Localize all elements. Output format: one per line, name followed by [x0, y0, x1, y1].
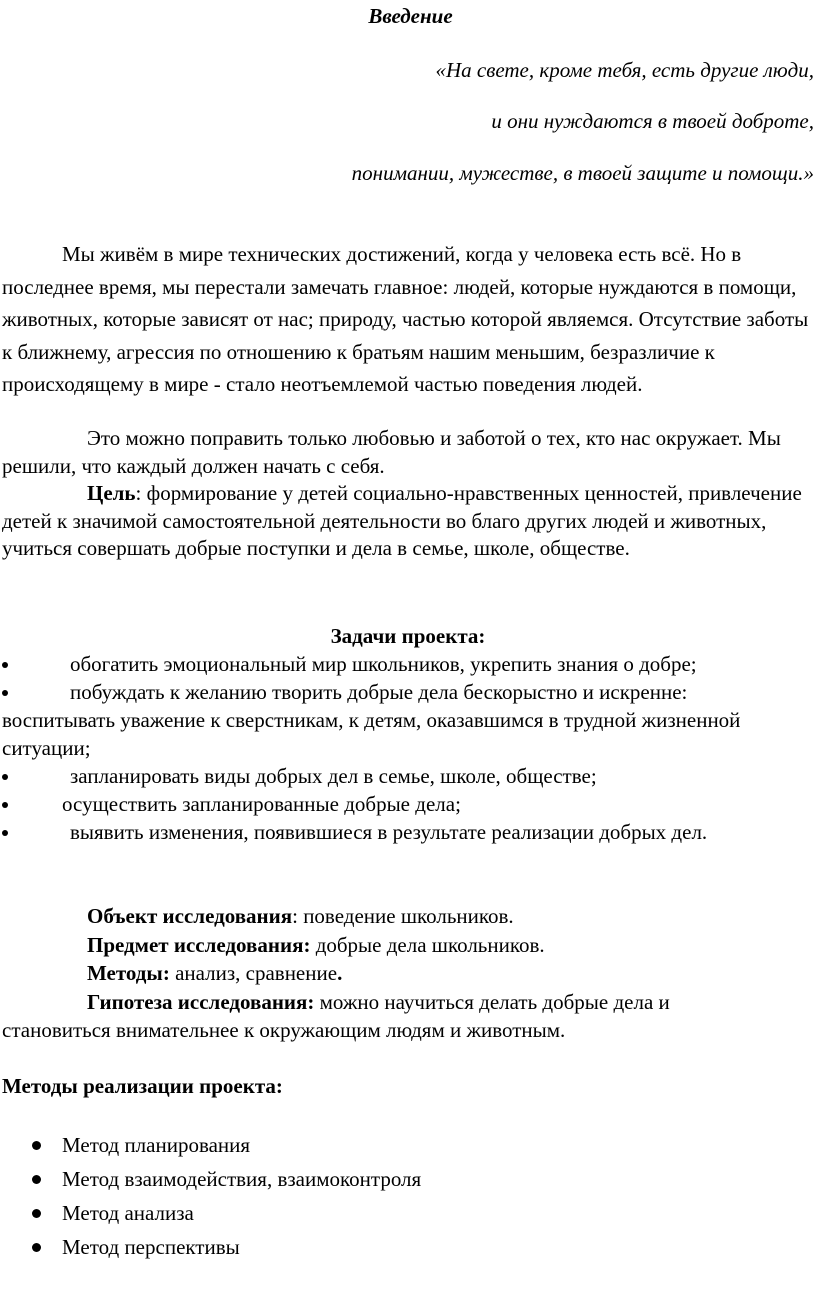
bullet-icon [2, 830, 8, 836]
tasks-heading-text: Задачи проекта: [330, 624, 486, 648]
hypothesis-label: Гипотеза исследования: [87, 989, 315, 1014]
hypothesis-line [2, 988, 814, 1017]
methods-dot: . [337, 961, 343, 985]
method-text: Метод взаимодействия, взаимоконтроля [62, 1167, 422, 1191]
bullet-icon [32, 1243, 41, 1252]
bullet-icon [2, 690, 8, 696]
epigraph-line-2: и они нуждаются в твоей доброте, [491, 109, 814, 133]
methods-heading: Методы реализации проекта: [2, 1074, 283, 1098]
list-item [2, 650, 814, 678]
epigraph-line-1: «На свете, кроме тебя, есть другие люди, [435, 58, 814, 82]
title-text: Введение [368, 4, 453, 28]
object-line [2, 902, 814, 931]
bullet-icon [2, 774, 8, 780]
subject-line [2, 931, 814, 960]
subject-label: Предмет исследования: [87, 932, 311, 957]
methods-text: анализ, сравнение [169, 961, 338, 985]
bullet-icon [2, 802, 8, 808]
task-text: выявить изменения, появившиеся в результате реализации добрых дел. [70, 820, 708, 844]
methods-list [28, 1128, 421, 1264]
list-item [28, 1196, 421, 1230]
tasks-heading [0, 622, 816, 650]
tasks-list [2, 650, 814, 846]
document-title [0, 2, 816, 30]
list-item [28, 1128, 421, 1162]
task-text: осуществить запланированные добрые дела; [62, 792, 461, 816]
object-label: Объект исследования [87, 904, 293, 928]
list-item [2, 790, 814, 818]
hypothesis-continuation: становиться внимательнее к окружающим людям и животным. [2, 1018, 566, 1042]
method-text: Метод анализа [62, 1201, 194, 1225]
list-item [2, 762, 814, 790]
goal-paragraph [2, 480, 812, 563]
methods-line [2, 959, 814, 988]
methods-label: Методы: [87, 961, 170, 985]
bullet-icon [32, 1175, 41, 1184]
task-text: обогатить эмоциональный мир школьников, укрепить знания о добре; [70, 652, 697, 676]
bullet-icon [32, 1141, 41, 1150]
bullet-icon [2, 662, 8, 668]
intro-paragraph [2, 238, 812, 401]
task-text: побуждать к желанию творить добрые дела бескорыстно и искренне: [70, 680, 688, 704]
list-item [28, 1230, 421, 1264]
list-item [28, 1162, 421, 1196]
task-text-continuation: воспитывать уважение к сверстникам, к детям, оказавшимся в трудной жизненной ситуации; [2, 708, 741, 760]
list-item [2, 818, 814, 846]
method-text: Метод перспективы [62, 1235, 240, 1259]
task-text: запланировать виды добрых дел в семье, школе, обществе; [70, 764, 597, 788]
list-item [2, 678, 814, 762]
intro-text: Мы живём в мире технических достижений, когда у человека есть всё. Но в последнее время, мы перестали замечать главное: людей, которые нуждаются в помощи, животных, которые зависят от нас; природу, частью которой являемся. Отсутствие заботы к ближнему, агрессия по отношению к братьям нашим меньшим, безразличие к происходящему в мире - стало неотъемлемой частью поведения людей. [2, 242, 809, 396]
epigraph-line-3: понимании, мужестве, в твоей защите и помощи.» [351, 161, 814, 185]
goal-label: Цель [87, 481, 136, 505]
goal-text: : формирование у детей социально-нравственных ценностей, привлечение детей к значимой самостоятельной деятельности во благо других людей и животных, учиться совершать добрые поступки и дела в семье, школе, обществе. [2, 481, 802, 560]
intro-block-2 [2, 425, 812, 563]
method-text: Метод планирования [62, 1133, 251, 1157]
object-text: : поведение школьников. [292, 904, 514, 928]
subject-text: добрые дела школьников. [310, 932, 545, 957]
intro-text-2: Это можно поправить только любовью и заботой о тех, кто нас окружает. Мы решили, что каждый должен начать с себя. [2, 426, 781, 478]
hypothesis-text: можно научиться делать добрые дела и [314, 989, 670, 1014]
research-definitions [2, 902, 814, 1045]
bullet-icon [32, 1209, 41, 1218]
